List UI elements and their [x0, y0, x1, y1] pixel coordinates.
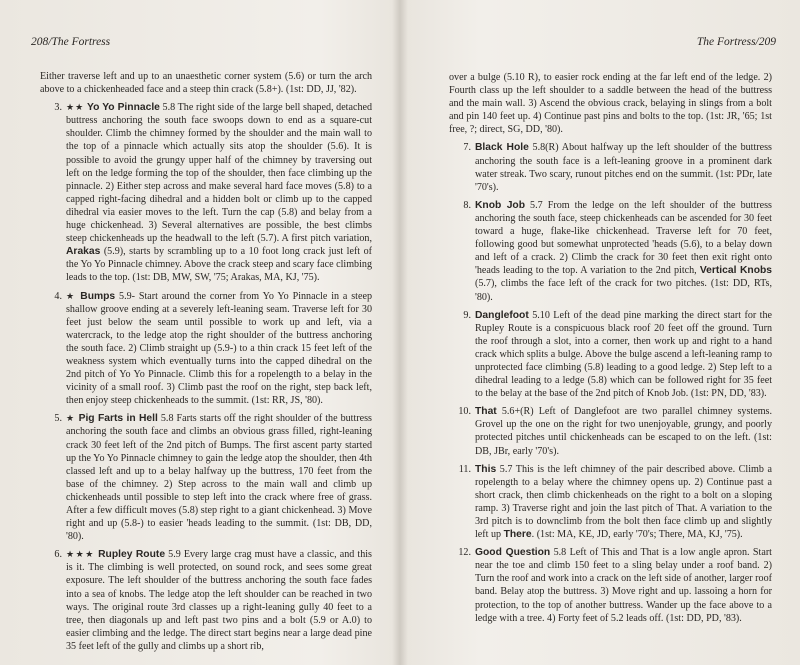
route-number: 7. [463, 142, 471, 154]
route-name: Yo Yo Pinnacle [87, 102, 160, 114]
route-description: 5.9 Every large crag must have a classic, and this is it. The climbing is well protected, on sound rock, and sees some great exposure. The left shoulder of the buttress anchoring the south face fades into a sea of knobs. The ledge atop the left shoulder can be reached in two ways. The original route 3rd classes up a right-leaning gully 40 feet to a tree, then diagonals up and left past two pins and a bolt (5.9 or A.0) to easier climbing and the ledge. The direct start begins near a large dead pine 35 feet left of the gully and climbs up a short rib, [66, 549, 372, 652]
route-entry-10 [449, 405, 772, 457]
route-entry-12 [449, 546, 772, 625]
route-name: Rupley Route [98, 549, 166, 561]
route-entry-5 [40, 412, 372, 543]
route-name: This [475, 463, 497, 475]
route-entry-6 [40, 548, 372, 653]
right-continuation: over a bulge (5.10 R), to easier rock ending at the far left end of the ledge. 2) Fourth class up the left shoulder to a saddle between the head of the buttress and the main wall. 3) Ascend the obvious crack, belaying in slings from a bolt and pin 140 feet up. 4) Continue past pins and bolts to the top. (1st: JR, '65; 1st free, ?; direct, SG, DD, '80). [449, 72, 772, 136]
route-number: 11. [458, 463, 471, 475]
star-rating-icon: ★ [66, 290, 77, 301]
route-name: Danglefoot [475, 309, 529, 321]
route-description-cont: (5.9), starts by scrambling up to a 10 foot long crack just left of the Yo Yo Pinnacle chimney. Above the crack steep and scary face climbing leads to the top. (1st: DB, MW, SW, '75; Arakas, MA, KJ, '75). [66, 246, 372, 284]
route-name: That [475, 406, 497, 418]
route-entry-3 [40, 101, 372, 284]
route-description: 5.8(R) About halfway up the left shoulder of the buttress anchoring the south face is a left-leaning groove in a prominent dark water streak. Two scary, runout pitches end on the summit. (1st: PDr, late '70's). [475, 142, 772, 193]
route-description-cont: . (1st: MA, KE, JD, early '70's; There, MA, KJ, '75). [531, 529, 743, 541]
route-entry-4 [40, 290, 372, 408]
route-number: 10. [458, 406, 471, 418]
route-description: 5.7 This is the left chimney of the pair described above. Climb a ropelength to a belay where the chimney opens up. 2) Continue past a short crack, then climb chickenheads on the right to a bolt on a sloping ramp. 3) Traverse right and join the last pitch of That. A variation to the 3rd pitch is to downclimb from the bolt then face climb up and slightly left up [475, 463, 772, 541]
route-entry-11 [449, 463, 772, 542]
route-description: 5.8 The right side of the large bell shaped, detached buttress anchoring the south face swoops down to end as a square-cut shoulder. Climb the chimney formed by the shoulder and the main wall to the top of a pinnacle which actually sits atop the shoulder (5.6). It is possible to avoid the grungy upper half of the chimney by traversing out left on the ledge forming the top of the shoulder, then face climbing up the pinnacle. 2) Either step across and make several hard face moves (5.8) to a capped right-facing dihedral and a hidden bolt or climb up to the capped dihedral via easier moves to the left. Turn the cap (5.8) and belay from a huge chickenhead. 3) Several alternatives are possible, the best climbs steep chickenheads up the headwall to the left (5.7). A first pitch variation, [66, 102, 373, 245]
route-entry-7 [449, 141, 772, 193]
route-description: 5.7 From the ledge on the left shoulder of the buttress anchoring the south face, steep chickenheads can be ascended for 30 feet toward a huge, flake-like chickenhead. Traverse left for 70 feet, following good but somewhat unprotected 'heads (5.6), to a belay down and left of a crack. 2) Climb the crack for 30 feet then exit right onto 'heads leading to the top. A variation to the 2nd pitch, [475, 199, 772, 277]
variation-name: Vertical Knobs [699, 265, 773, 277]
route-name: Black Hole [475, 142, 529, 154]
route-number: 6. [54, 549, 62, 561]
route-number: 8. [463, 199, 471, 211]
star-rating-icon: ★★★ [66, 549, 95, 560]
route-description: 5.8 Farts starts off the right shoulder of the buttress anchoring the south face and climbs an obvious grass filled, right-leaning crack 30 feet left of the 2nd pitch of Bumps. The first ascent party started up the Yo Yo Pinnacle chimney to gain the ledge atop the shoulder, then 4th classed left and up to a belay halfway up the buttress, 170 feet from the base of the chimney. 2) Step across to the main wall and climb up chickenheads until possible to step left into the crack where free of grass. After a few difficult moves (5.8) step right to a giant chickenhead. 3) Move right and up (5.8-) to easier 'heads leading to the summit. (1st: DB, DD, '80). [66, 413, 372, 543]
route-number: 12. [458, 547, 471, 559]
route-number: 9. [463, 309, 471, 321]
route-name: Pig Farts in Hell [78, 413, 158, 425]
variation-name: There [503, 529, 532, 541]
route-number: 5. [54, 413, 62, 425]
route-number: 4. [54, 290, 62, 302]
route-description: 5.10 Left of the dead pine marking the direct start for the Rupley Route is a conspicuous black roof 20 feet off the ground. Turn the roof through a slot, into a corner, then work up and right to a hand crack which splits a bulge. Above the bulge ascend a left-leaning ramp to unprotected face climbing (5.8) leading to a good ledge. 2) Step left to a dihedral leading to a ledge (5.8) which can be followed right for 35 feet to the belay at the base of the 2nd pitch of Knob Job. (1st: PN, DD, '83). [475, 309, 772, 400]
route-description: 5.9- Start around the corner from Yo Yo Pinnacle in a steep shallow groove ending at a severely left-leaning seam. Traverse left for 30 feet just below the seam until possible to work up and left, via a watercrack, to the ledge atop the right shoulder of the buttress anchoring the south face. 2) Climb straight up (5.9-) to a thin crack 15 feet left of the weakness system which eventually turns into the capped dihedral on the 2nd pitch of Yo Yo Pinnacle. Climb this for a ropelength to a belay in the vicinity of a small roof. 3) Climb past the roof on the right, step back left, then enjoy steep chickenheads to the summit. (1st: RR, JS, '80). [66, 290, 372, 407]
route-description: 5.8 Left of This and That is a low angle apron. Start near the toe and climb 150 feet to a sling belay under a roof band. 2) Turn the roof and work into a crack on the left side of another, larger roof band. Belay atop the buttress. 3) Move right and up. lassoing a horn for protection, to the top of another buttress. Wander up the face above to a ledge with a tree. 4) Forty feet of 5.2 leads off. (1st: DD, PD, '83). [475, 547, 772, 624]
right-running-head: The Fortress/209 [696, 36, 776, 48]
route-entry-9 [449, 309, 772, 401]
route-description-cont: (5.7), climbs the face left of the crack for two pitches. (1st: DD, RTs, '80). [475, 278, 772, 303]
route-name: Good Question [475, 547, 551, 559]
route-name: Bumps [80, 290, 116, 302]
left-column [40, 70, 372, 658]
left-intro: Either traverse left and up to an unaesthetic corner system (5.6) or turn the arch above to a chickenheaded face and a steep thin crack (5.8+). (1st: DD, JJ, '82). [40, 71, 372, 96]
star-rating-icon: ★ [66, 413, 76, 424]
route-number: 3. [54, 102, 62, 114]
route-description: 5.6+(R) Left of Danglefoot are two parallel chimney systems. Grovel up the one on the right for two unenjoyable, grungy, and poorly protected pitches until chickenheads can be escaped to on the left. (1st: DB, JBr, early '70's). [475, 406, 772, 457]
left-running-head: 208/The Fortress [31, 36, 111, 48]
route-entry-8 [449, 199, 772, 304]
variation-name: Arakas [66, 246, 101, 258]
star-rating-icon: ★★ [66, 102, 85, 113]
right-column [449, 71, 772, 630]
route-name: Knob Job [475, 199, 525, 211]
